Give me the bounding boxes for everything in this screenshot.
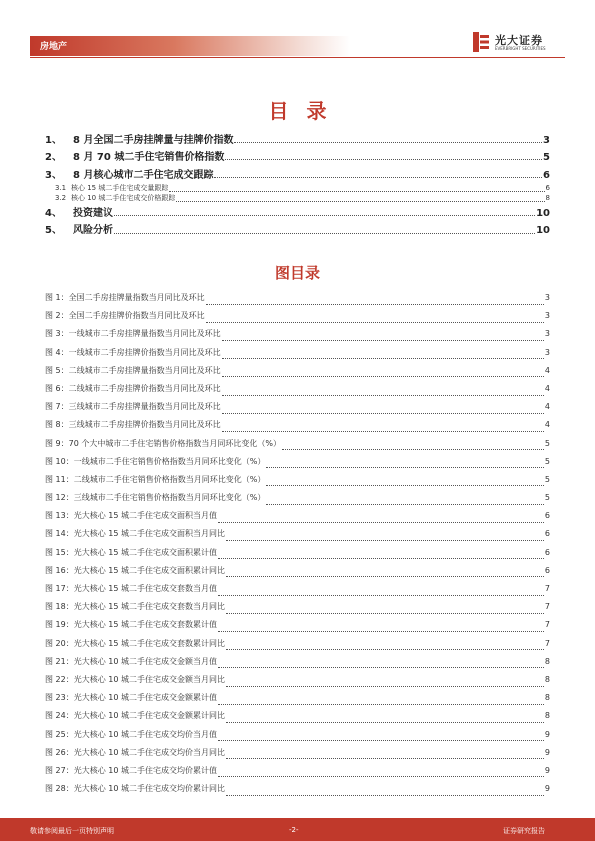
figure-entry-label: 图 21：光大核心 10 城二手住宅成交金额当月值 — [45, 656, 217, 666]
figure-entry-label: 图 14：光大核心 15 城二手住宅成交面积当月同比 — [45, 529, 225, 539]
figure-entry-label: 图 23：光大核心 10 城二手住宅成交金额累计值 — [45, 693, 217, 703]
toc-entry-text: 8 月全国二手房挂牌量与挂牌价指数 — [73, 135, 234, 146]
dot-leader — [218, 631, 544, 632]
dot-leader — [266, 485, 544, 486]
figure-entry-page: 9 — [544, 729, 550, 739]
dot-leader — [176, 201, 544, 202]
dot-leader — [218, 704, 544, 705]
figure-entry-label: 图 19：光大核心 15 城二手住宅成交套数累计值 — [45, 620, 217, 630]
figure-entry[interactable] — [45, 383, 550, 401]
dot-leader — [214, 177, 542, 178]
dot-leader — [266, 504, 544, 505]
figure-entry[interactable] — [45, 583, 550, 601]
toc-entry[interactable] — [45, 193, 550, 204]
dot-leader — [222, 376, 544, 377]
figure-entry-label: 图 16：光大核心 15 城二手住宅成交面积累计同比 — [45, 565, 225, 575]
toc-entry-text: 8 月核心城市二手住宅成交跟踪 — [73, 169, 214, 181]
figure-entry-page: 6 — [544, 565, 550, 575]
figure-entry-label: 图 22：光大核心 10 城二手住宅成交金额当月同比 — [45, 674, 225, 684]
page-number: -2- — [289, 826, 299, 834]
dot-leader — [222, 358, 544, 359]
dot-leader — [218, 595, 544, 596]
figure-entry[interactable] — [45, 456, 550, 474]
figure-entry[interactable] — [45, 619, 550, 637]
figure-entry-page: 8 — [544, 674, 550, 684]
figure-entry[interactable] — [45, 347, 550, 365]
figure-list — [45, 292, 550, 801]
toc-entry-page: 10 — [536, 225, 550, 237]
figure-entry-label: 图 5：二线城市二手房挂牌量指数当月同比及环比 — [45, 365, 221, 375]
logo-name: 光大证券 — [495, 34, 543, 47]
figure-entry[interactable] — [45, 365, 550, 383]
toc-entry-text: 核心 10 城二手住宅成交价格跟踪 — [71, 194, 176, 203]
toc-list — [45, 131, 550, 239]
dot-leader — [234, 142, 542, 143]
figure-entry-label: 图 26：光大核心 10 城二手住宅成交均价当月同比 — [45, 747, 225, 757]
figure-entry-label: 图 2：全国二手房挂牌价指数当月同比及环比 — [45, 311, 205, 321]
figure-entry[interactable] — [45, 765, 550, 783]
figure-entry-page: 3 — [544, 311, 550, 321]
toc-entry[interactable] — [45, 148, 550, 165]
figure-entry-label: 图 10：一线城市二手住宅销售价格指数当月同环比变化（%） — [45, 456, 266, 466]
figure-entry[interactable] — [45, 292, 550, 310]
toc-entry-number: 3.2 — [55, 194, 67, 203]
toc-entry-page: 6 — [543, 169, 550, 181]
figure-entry-label: 图 11：二线城市二手住宅销售价格指数当月同环比变化（%） — [45, 474, 266, 484]
figure-entry-page: 7 — [544, 620, 550, 630]
dot-leader — [218, 740, 544, 741]
figure-entry-label: 图 24：光大核心 10 城二手住宅成交金额累计同比 — [45, 711, 225, 721]
toc-entry-page: 8 — [545, 194, 550, 203]
toc-title: 目录 — [268, 99, 345, 123]
company-logo — [473, 30, 568, 56]
dot-leader — [282, 449, 544, 450]
toc-entry-number: 2、 — [45, 152, 62, 164]
figure-entry-page: 5 — [544, 456, 550, 466]
figure-entry-page: 4 — [544, 402, 550, 412]
toc-entry-page: 10 — [536, 208, 550, 220]
figure-entry-label: 图 7：三线城市二手房挂牌量指数当月同比及环比 — [45, 402, 221, 412]
figure-entry-label: 图 1：全国二手房挂牌量指数当月同比及环比 — [45, 293, 205, 302]
footer-disclaimer: 敬请参阅最后一页特别声明 — [30, 827, 114, 835]
figure-entry[interactable] — [45, 747, 550, 765]
dot-leader — [222, 395, 544, 396]
dot-leader — [226, 758, 544, 759]
dot-leader — [226, 795, 544, 796]
toc-entry-page: 6 — [545, 183, 550, 192]
figure-entry-label: 图 9：70 个大中城市二手住宅销售价格指数当月同环比变化（%） — [45, 438, 281, 448]
figure-entry-label: 图 27：光大核心 10 城二手住宅成交均价累计值 — [45, 765, 217, 775]
figure-entry-page: 6 — [544, 529, 550, 539]
figure-entry[interactable] — [45, 438, 550, 456]
figure-entry[interactable] — [45, 638, 550, 656]
figure-entry-page: 7 — [544, 602, 550, 612]
dot-leader — [218, 522, 544, 523]
figure-entry-label: 图 13：光大核心 15 城二手住宅成交面积当月值 — [45, 511, 217, 521]
dot-leader — [222, 431, 544, 432]
figure-entry[interactable] — [45, 328, 550, 346]
dot-leader — [169, 191, 544, 192]
figure-entry-page: 7 — [544, 638, 550, 648]
toc-entry[interactable] — [45, 166, 550, 183]
figure-entry-label: 图 28：光大核心 10 城二手住宅成交均价累计同比 — [45, 784, 225, 794]
figure-entry-page: 4 — [544, 365, 550, 375]
figure-entry-page: 4 — [544, 383, 550, 393]
figure-entry-page: 5 — [544, 438, 550, 448]
figure-entry-label: 图 3：一线城市二手房挂牌量指数当月同比及环比 — [45, 329, 221, 339]
figure-entry-page: 8 — [544, 693, 550, 703]
figure-entry-label: 图 4：一线城市二手房挂牌价指数当月同比及环比 — [45, 347, 221, 357]
figure-entry-page: 8 — [544, 711, 550, 721]
figure-entry-page: 7 — [544, 584, 550, 593]
toc-entry-number: 3、 — [45, 169, 62, 181]
figure-entry-page: 9 — [544, 765, 550, 775]
figure-entry-page: 6 — [544, 547, 550, 557]
dot-leader — [226, 540, 544, 541]
figure-entry[interactable] — [45, 692, 550, 710]
figure-entry[interactable] — [45, 729, 550, 747]
toc-entry[interactable] — [45, 221, 550, 238]
figure-entry-page: 3 — [544, 347, 550, 357]
dot-leader — [222, 413, 544, 414]
figure-entry-label: 图 18：光大核心 15 城二手住宅成交套数当月同比 — [45, 602, 225, 612]
figure-entry-label: 图 8：三线城市二手房挂牌价指数当月同比及环比 — [45, 420, 221, 430]
figure-entry[interactable] — [45, 510, 550, 528]
dot-leader — [222, 340, 544, 341]
figure-entry[interactable] — [45, 565, 550, 583]
toc-entry-page: 5 — [543, 152, 550, 164]
header-band — [30, 36, 350, 56]
dot-leader — [218, 776, 544, 777]
footer-report-type: 证券研究报告 — [503, 827, 545, 835]
dot-leader — [226, 613, 544, 614]
figure-entry-page: 6 — [544, 511, 550, 521]
toc-entry[interactable] — [45, 204, 550, 221]
dot-leader — [206, 322, 544, 323]
figure-entry-page: 3 — [544, 329, 550, 339]
figure-entry[interactable] — [45, 310, 550, 328]
dot-leader — [266, 467, 544, 468]
toc-entry-text: 8 月 70 城二手住宅销售价格指数 — [73, 152, 225, 164]
dot-leader — [226, 686, 544, 687]
figure-entry[interactable] — [45, 474, 550, 492]
dot-leader — [218, 667, 544, 668]
dot-leader — [114, 233, 535, 234]
dot-leader — [114, 215, 535, 216]
figure-entry[interactable] — [45, 783, 550, 801]
figure-entry-page: 5 — [544, 493, 550, 503]
figure-entry-page: 5 — [544, 474, 550, 484]
dot-leader — [218, 558, 544, 559]
figure-entry-page: 3 — [544, 293, 550, 302]
figure-entry-page: 4 — [544, 420, 550, 430]
footer-bar — [0, 818, 595, 841]
dot-leader — [206, 304, 544, 305]
figure-entry-page: 9 — [544, 784, 550, 794]
figure-entry-page: 8 — [544, 656, 550, 666]
toc-entry[interactable] — [45, 131, 550, 148]
figure-entry-label: 图 12：三线城市二手住宅销售价格指数当月同环比变化（%） — [45, 493, 266, 503]
logo-mark-icon — [473, 32, 489, 52]
figure-entry-label: 图 25：光大核心 10 城二手住宅成交均价当月值 — [45, 729, 217, 739]
dot-leader — [226, 649, 544, 650]
dot-leader — [225, 159, 542, 160]
toc-entry-text: 核心 15 城二手住宅成交量跟踪 — [71, 183, 169, 192]
figure-entry[interactable] — [45, 656, 550, 674]
toc-entry-number: 1、 — [45, 135, 62, 146]
figure-entry[interactable] — [45, 547, 550, 565]
toc-entry-text: 风险分析 — [73, 225, 113, 237]
toc-entry-page: 3 — [543, 135, 550, 146]
figure-entry-page: 9 — [544, 747, 550, 757]
toc-entry-text: 投资建议 — [73, 208, 113, 220]
logo-english-name: EVERBRIGHT SECURITIES — [495, 46, 546, 51]
figure-entry-label: 图 15：光大核心 15 城二手住宅成交面积累计值 — [45, 547, 217, 557]
figure-entry[interactable] — [45, 601, 550, 619]
figure-entry[interactable] — [45, 528, 550, 546]
toc-entry[interactable] — [45, 183, 550, 194]
figure-entry[interactable] — [45, 674, 550, 692]
toc-entry-number: 4、 — [45, 208, 62, 220]
figure-entry[interactable] — [45, 710, 550, 728]
figure-entry-label: 图 6：二线城市二手房挂牌价指数当月同比及环比 — [45, 383, 221, 393]
dot-leader — [226, 722, 544, 723]
figure-list-title: 图目录 — [274, 264, 320, 282]
figure-entry-label: 图 20：光大核心 15 城二手住宅成交套数累计同比 — [45, 638, 225, 648]
section-label: 房地产 — [40, 42, 68, 52]
header-rule — [30, 57, 565, 58]
toc-entry-number: 5、 — [45, 225, 62, 237]
toc-entry-number: 3.1 — [55, 183, 67, 192]
dot-leader — [226, 576, 544, 577]
figure-entry[interactable] — [45, 419, 550, 437]
figure-entry[interactable] — [45, 401, 550, 419]
figure-entry[interactable] — [45, 492, 550, 510]
figure-entry-label: 图 17：光大核心 15 城二手住宅成交套数当月值 — [45, 584, 217, 593]
